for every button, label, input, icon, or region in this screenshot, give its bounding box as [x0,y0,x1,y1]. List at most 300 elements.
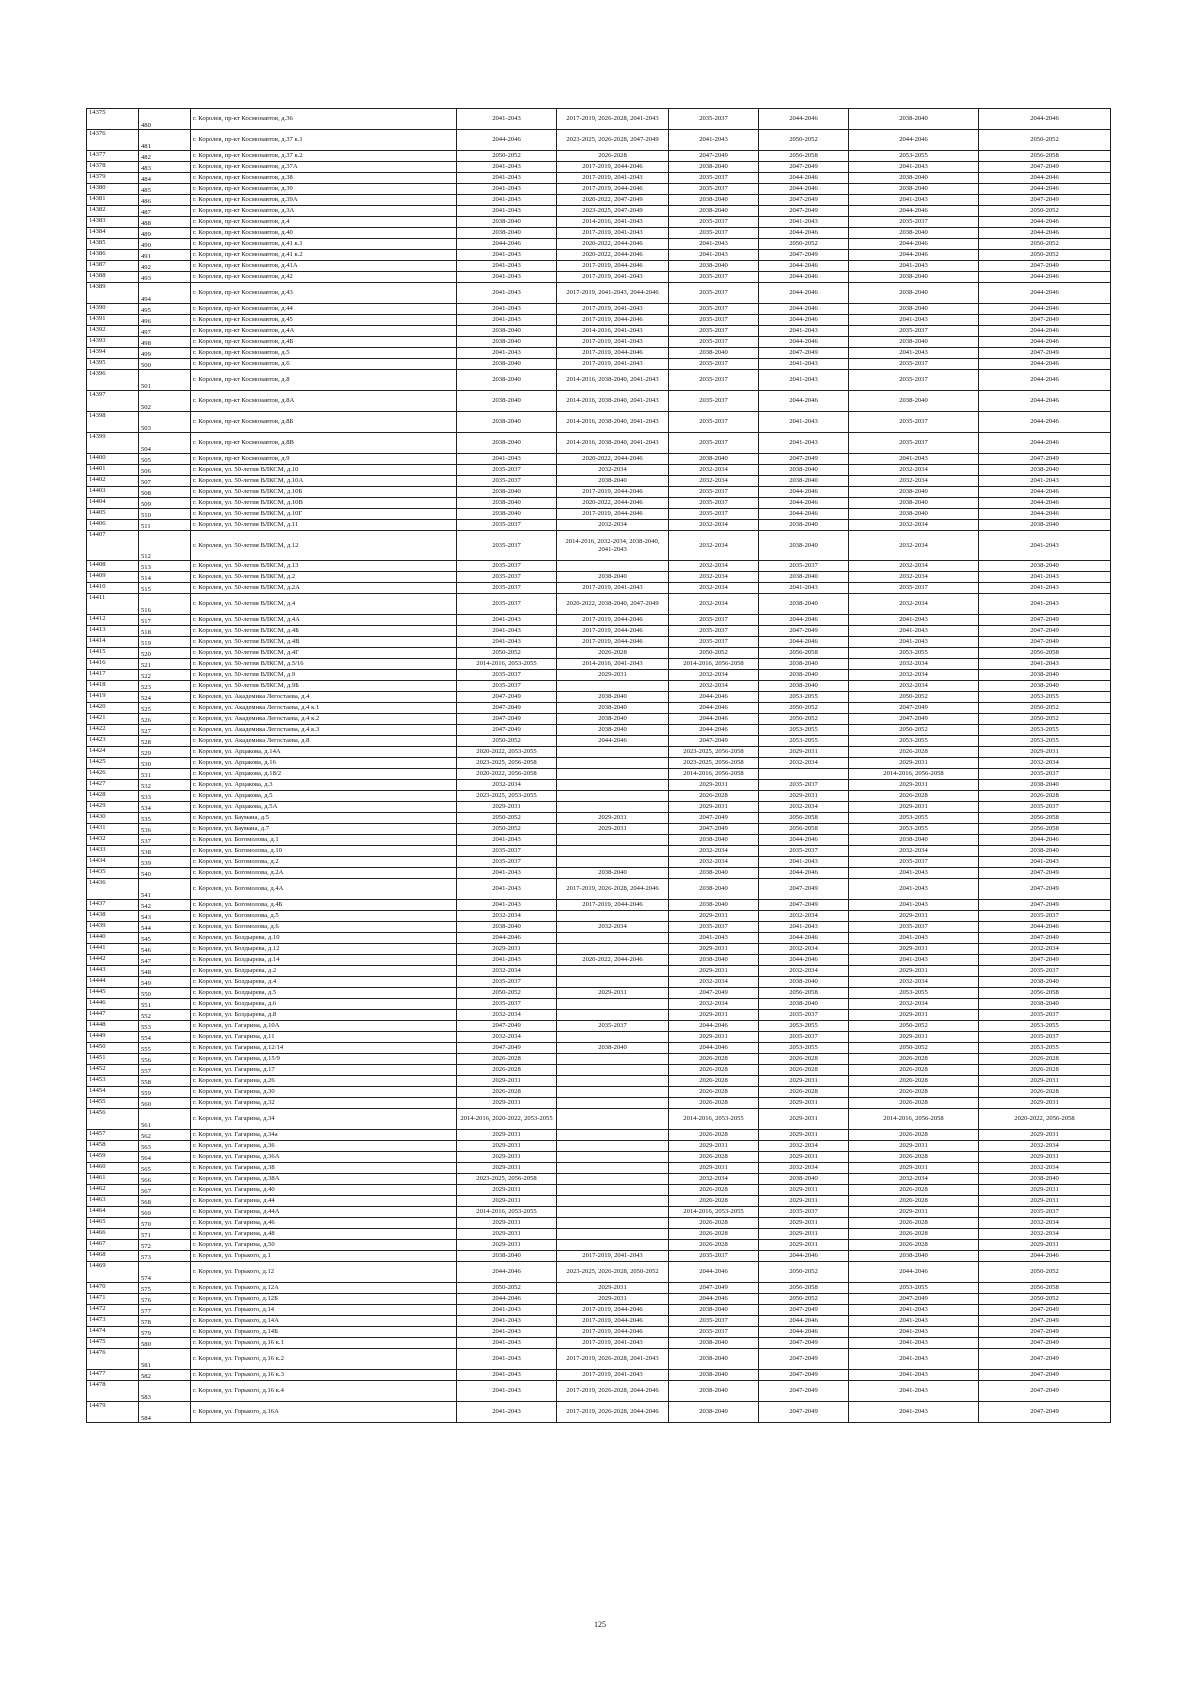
period-cell-2: 2020-2022, 2044-2046 [557,955,669,966]
period-cell-3: 2044-2046 [669,1021,759,1032]
table-row [87,1043,1111,1054]
item-number-cell: 490 [139,239,191,250]
period-cell-4: 2050-2052 [759,714,849,725]
row-number-cell: 14440 [87,933,139,944]
address-cell: г. Королев, ул. Арцакова, д.3 [191,780,457,791]
period-cell-4: 2029-2031 [759,1130,849,1141]
row-number-cell: 14473 [87,1316,139,1327]
period-cell-6: 2047-2049 [979,637,1111,648]
period-cell-6: 2044-2046 [979,433,1111,454]
period-cell-1: 2041-2043 [457,879,557,900]
period-cell-4: 2044-2046 [759,498,849,509]
period-cell-2: 2014-2016, 2032-2034, 2038-2040, 2041-2043 [557,531,669,561]
row-number-cell: 14404 [87,498,139,509]
row-number-cell: 14437 [87,900,139,911]
period-cell-1: 2041-2043 [457,1327,557,1338]
address-cell: г. Королев, пр-кт Космонавтов, д.37 к.1 [191,130,457,151]
item-number-cell: 564 [139,1152,191,1163]
period-cell-6: 2044-2046 [979,498,1111,509]
row-number-cell: 14429 [87,802,139,813]
item-number-cell: 565 [139,1163,191,1174]
period-cell-6: 2035-2037 [979,1010,1111,1021]
period-cell-4: 2032-2034 [759,802,849,813]
row-number-cell: 14433 [87,846,139,857]
table-row [87,572,1111,583]
period-cell-4: 2044-2046 [759,487,849,498]
address-cell: г. Королев, ул. Горького, д.12А [191,1283,457,1294]
period-cell-2 [557,966,669,977]
table-row [87,1010,1111,1021]
period-cell-4: 2029-2031 [759,1076,849,1087]
row-number-cell: 14438 [87,911,139,922]
row-number-cell: 14408 [87,561,139,572]
period-cell-5: 2035-2037 [849,922,979,933]
period-cell-1: 2050-2052 [457,824,557,835]
period-cell-1: 2026-2028 [457,1065,557,1076]
period-cell-5: 2041-2043 [849,348,979,359]
address-cell: г. Королев, ул. Академика Легостаева, д.4 к.3 [191,725,457,736]
row-number-cell: 14383 [87,217,139,228]
table-row [87,454,1111,465]
period-cell-1: 2035-2037 [457,520,557,531]
row-number-cell: 14391 [87,315,139,326]
item-number-cell: 561 [139,1109,191,1130]
period-cell-5: 2026-2028 [849,1098,979,1109]
row-number-cell: 14382 [87,206,139,217]
period-cell-2 [557,933,669,944]
period-cell-2: 2020-2022, 2038-2040, 2047-2049 [557,594,669,615]
item-number-cell: 523 [139,681,191,692]
period-cell-6: 2053-2055 [979,725,1111,736]
row-number-cell: 14416 [87,659,139,670]
period-cell-2: 2014-2016, 2038-2040, 2041-2043 [557,433,669,454]
period-cell-5: 2029-2031 [849,1141,979,1152]
page-number: 125 [594,1620,606,1629]
address-cell: г. Королев, ул. Горького, д.12Б [191,1294,457,1305]
period-cell-5: 2041-2043 [849,637,979,648]
period-cell-3: 2047-2049 [669,736,759,747]
table-row [87,1262,1111,1283]
row-number-cell: 14384 [87,228,139,239]
period-cell-4: 2056-2058 [759,1283,849,1294]
period-cell-2 [557,1141,669,1152]
period-cell-6: 2044-2046 [979,509,1111,520]
period-cell-4: 2026-2028 [759,1054,849,1065]
address-cell: г. Королев, ул. 50-летия ВЛКСМ, д.4 [191,594,457,615]
item-number-cell: 578 [139,1316,191,1327]
item-number-cell: 546 [139,944,191,955]
period-cell-1: 2044-2046 [457,1294,557,1305]
period-cell-5: 2029-2031 [849,1010,979,1021]
address-cell: г. Королев, пр-кт Космонавтов, д.6 [191,359,457,370]
period-cell-1: 2035-2037 [457,681,557,692]
period-cell-6: 2050-2052 [979,714,1111,725]
table-row [87,1240,1111,1251]
item-number-cell: 567 [139,1185,191,1196]
period-cell-2: 2038-2040 [557,476,669,487]
period-cell-3: 2032-2034 [669,476,759,487]
table-row [87,217,1111,228]
row-number-cell: 14451 [87,1054,139,1065]
period-cell-6: 2047-2049 [979,615,1111,626]
period-cell-4: 2053-2055 [759,736,849,747]
period-cell-3: 2041-2043 [669,239,759,250]
period-cell-2: 2038-2040 [557,868,669,879]
period-cell-3: 2014-2016, 2056-2058 [669,769,759,780]
period-cell-5: 2026-2028 [849,1229,979,1240]
row-number-cell: 14478 [87,1381,139,1402]
row-number-cell: 14453 [87,1076,139,1087]
period-cell-5: 2038-2040 [849,1251,979,1262]
row-number-cell: 14378 [87,162,139,173]
period-cell-4: 2053-2055 [759,1043,849,1054]
period-cell-4: 2056-2058 [759,824,849,835]
period-cell-6: 2050-2052 [979,239,1111,250]
period-cell-1: 2047-2049 [457,725,557,736]
row-number-cell: 14415 [87,648,139,659]
period-cell-1: 2035-2037 [457,594,557,615]
period-cell-1: 2035-2037 [457,857,557,868]
table-row [87,1327,1111,1338]
table-row [87,747,1111,758]
period-cell-1: 2041-2043 [457,348,557,359]
period-cell-2 [557,561,669,572]
period-cell-1: 2029-2031 [457,1141,557,1152]
period-cell-6: 2047-2049 [979,1316,1111,1327]
item-number-cell: 532 [139,780,191,791]
address-cell: г. Королев, пр-кт Космонавтов, д.39 [191,184,457,195]
row-number-cell: 14424 [87,747,139,758]
period-cell-6: 2047-2049 [979,261,1111,272]
address-cell: г. Королев, ул. 50-летия ВЛКСМ, д.9Б [191,681,457,692]
period-cell-1: 2038-2040 [457,509,557,520]
period-cell-3: 2044-2046 [669,1294,759,1305]
period-cell-6: 2029-2031 [979,1098,1111,1109]
item-number-cell: 557 [139,1065,191,1076]
period-cell-5: 2038-2040 [849,272,979,283]
row-number-cell: 14470 [87,1283,139,1294]
period-cell-6: 2053-2055 [979,1043,1111,1054]
period-cell-2 [557,780,669,791]
period-cell-2 [557,1087,669,1098]
table-row [87,824,1111,835]
period-cell-3: 2038-2040 [669,1305,759,1316]
item-number-cell: 558 [139,1076,191,1087]
row-number-cell: 14476 [87,1349,139,1370]
address-cell: г. Королев, ул. Гагарина, д.36А [191,1152,457,1163]
period-cell-4: 2038-2040 [759,659,849,670]
period-cell-3: 2044-2046 [669,725,759,736]
period-cell-3: 2035-2037 [669,359,759,370]
period-cell-3: 2044-2046 [669,1043,759,1054]
item-number-cell: 576 [139,1294,191,1305]
period-cell-3: 2038-2040 [669,1349,759,1370]
period-cell-3: 2029-2031 [669,1163,759,1174]
period-cell-3: 2029-2031 [669,1141,759,1152]
address-cell: г. Королев, ул. 50-летия ВЛКСМ, д.4В [191,637,457,648]
period-cell-1: 2041-2043 [457,250,557,261]
period-cell-6: 2050-2052 [979,703,1111,714]
row-number-cell: 14411 [87,594,139,615]
period-cell-5: 2035-2037 [849,412,979,433]
period-cell-2: 2038-2040 [557,692,669,703]
address-cell: г. Королев, ул. Гагарина, д.38А [191,1174,457,1185]
period-cell-2: 2017-2019, 2044-2046 [557,509,669,520]
row-number-cell: 14449 [87,1032,139,1043]
item-number-cell: 503 [139,412,191,433]
table-row [87,1207,1111,1218]
period-cell-6: 2035-2037 [979,1207,1111,1218]
item-number-cell: 480 [139,109,191,130]
table-row [87,1141,1111,1152]
table-row [87,692,1111,703]
period-cell-6: 2047-2049 [979,626,1111,637]
period-cell-1: 2041-2043 [457,955,557,966]
period-cell-1: 2041-2043 [457,835,557,846]
period-cell-1: 2041-2043 [457,195,557,206]
period-cell-2: 2017-2019, 2044-2046 [557,626,669,637]
item-number-cell: 581 [139,1349,191,1370]
period-cell-3: 2035-2037 [669,184,759,195]
row-number-cell: 14385 [87,239,139,250]
period-cell-2: 2038-2040 [557,714,669,725]
period-cell-1: 2029-2031 [457,1218,557,1229]
period-cell-4: 2050-2052 [759,239,849,250]
period-cell-2 [557,1054,669,1065]
item-number-cell: 569 [139,1207,191,1218]
period-cell-6: 2050-2052 [979,130,1111,151]
address-cell: г. Королев, пр-кт Космонавтов, д.5 [191,348,457,359]
period-cell-3: 2035-2037 [669,615,759,626]
row-number-cell: 14445 [87,988,139,999]
table-row [87,999,1111,1010]
period-cell-3: 2047-2049 [669,813,759,824]
period-cell-3: 2047-2049 [669,824,759,835]
row-number-cell: 14461 [87,1174,139,1185]
address-cell: г. Королев, ул. Богомолова, д.2А [191,868,457,879]
period-cell-3: 2035-2037 [669,433,759,454]
period-cell-2: 2017-2019, 2026-2028, 2044-2046 [557,879,669,900]
period-cell-2: 2017-2019, 2041-2043 [557,583,669,594]
period-cell-4: 2047-2049 [759,348,849,359]
table-row [87,520,1111,531]
period-cell-2: 2029-2031 [557,1294,669,1305]
period-cell-6: 2038-2040 [979,520,1111,531]
item-number-cell: 528 [139,736,191,747]
period-cell-6: 2047-2049 [979,162,1111,173]
period-cell-6: 2038-2040 [979,465,1111,476]
period-cell-5: 2035-2037 [849,583,979,594]
address-cell: г. Королев, пр-кт Космонавтов, д.36 [191,109,457,130]
period-cell-1: 2029-2031 [457,944,557,955]
period-cell-3: 2029-2031 [669,802,759,813]
period-cell-6: 2038-2040 [979,670,1111,681]
table-row [87,561,1111,572]
period-cell-3: 2038-2040 [669,348,759,359]
address-cell: г. Королев, ул. 50-летия ВЛКСМ, д.10В [191,498,457,509]
address-cell: г. Королев, ул. Гагарина, д.38 [191,1163,457,1174]
table-row [87,583,1111,594]
period-cell-6: 2026-2028 [979,1065,1111,1076]
address-cell: г. Королев, ул. Горького, д.12 [191,1262,457,1283]
row-number-cell: 14390 [87,304,139,315]
period-cell-1: 2038-2040 [457,498,557,509]
period-cell-1: 2038-2040 [457,433,557,454]
table-row [87,714,1111,725]
period-cell-5: 2041-2043 [849,933,979,944]
item-number-cell: 560 [139,1098,191,1109]
period-cell-3: 2032-2034 [669,670,759,681]
period-cell-3: 2026-2028 [669,1185,759,1196]
period-cell-3: 2038-2040 [669,1381,759,1402]
table-row [87,966,1111,977]
period-cell-4: 2056-2058 [759,648,849,659]
period-cell-5: 2026-2028 [849,747,979,758]
row-number-cell: 14459 [87,1152,139,1163]
period-cell-6: 2044-2046 [979,337,1111,348]
row-number-cell: 14464 [87,1207,139,1218]
address-cell: г. Королев, ул. Гагарина, д.50 [191,1240,457,1251]
period-cell-2 [557,758,669,769]
period-cell-1: 2047-2049 [457,703,557,714]
row-number-cell: 14409 [87,572,139,583]
period-cell-5: 2032-2034 [849,594,979,615]
period-cell-2: 2017-2019, 2026-2028, 2041-2043 [557,1349,669,1370]
period-cell-1: 2038-2040 [457,1251,557,1262]
period-cell-6: 2029-2031 [979,1196,1111,1207]
period-cell-1: 2044-2046 [457,933,557,944]
row-number-cell: 14399 [87,433,139,454]
period-cell-6: 2050-2052 [979,250,1111,261]
period-cell-2: 2020-2022, 2047-2049 [557,195,669,206]
period-cell-5: 2038-2040 [849,184,979,195]
item-number-cell: 501 [139,370,191,391]
period-cell-2 [557,944,669,955]
period-cell-2: 2020-2022, 2044-2046 [557,239,669,250]
period-cell-4: 2038-2040 [759,465,849,476]
period-cell-1: 2038-2040 [457,487,557,498]
period-cell-4: 2056-2058 [759,813,849,824]
period-cell-3: 2035-2037 [669,337,759,348]
period-cell-6: 2029-2031 [979,1152,1111,1163]
period-cell-4: 2029-2031 [759,1196,849,1207]
item-number-cell: 566 [139,1174,191,1185]
period-cell-4: 2038-2040 [759,999,849,1010]
table-row [87,195,1111,206]
row-number-cell: 14446 [87,999,139,1010]
period-cell-5: 2038-2040 [849,109,979,130]
row-number-cell: 14405 [87,509,139,520]
address-cell: г. Королев, ул. 50-летия ВЛКСМ, д.4Б [191,626,457,637]
item-number-cell: 508 [139,487,191,498]
period-cell-1: 2044-2046 [457,239,557,250]
row-number-cell: 14455 [87,1098,139,1109]
item-number-cell: 521 [139,659,191,670]
period-cell-4: 2053-2055 [759,725,849,736]
period-cell-3: 2032-2034 [669,531,759,561]
period-cell-3: 2029-2031 [669,944,759,955]
period-cell-3: 2032-2034 [669,999,759,1010]
period-cell-5: 2044-2046 [849,1262,979,1283]
table-row [87,1283,1111,1294]
period-cell-1: 2035-2037 [457,561,557,572]
period-cell-5: 2026-2028 [849,1076,979,1087]
period-cell-2 [557,1130,669,1141]
period-cell-2: 2014-2016, 2041-2043 [557,326,669,337]
address-cell: г. Королев, ул. Академика Легостаева, д.4 к.2 [191,714,457,725]
period-cell-1: 2050-2052 [457,988,557,999]
period-cell-6: 2032-2034 [979,1218,1111,1229]
table-row [87,1251,1111,1262]
period-cell-6: 2032-2034 [979,1163,1111,1174]
period-cell-2 [557,1163,669,1174]
period-cell-3: 2023-2025, 2056-2058 [669,747,759,758]
period-cell-6: 2056-2058 [979,813,1111,824]
period-cell-5: 2032-2034 [849,670,979,681]
period-cell-2: 2038-2040 [557,1043,669,1054]
item-number-cell: 538 [139,846,191,857]
table-row [87,1109,1111,1130]
item-number-cell: 547 [139,955,191,966]
period-cell-5: 2035-2037 [849,326,979,337]
item-number-cell: 583 [139,1381,191,1402]
period-cell-6: 2029-2031 [979,1130,1111,1141]
period-cell-2: 2020-2022, 2044-2046 [557,498,669,509]
period-cell-2: 2023-2025, 2026-2028, 2047-2049 [557,130,669,151]
table-row [87,1349,1111,1370]
item-number-cell: 545 [139,933,191,944]
address-cell: г. Королев, ул. Гагарина, д.12/14 [191,1043,457,1054]
row-number-cell: 14375 [87,109,139,130]
address-cell: г. Королев, ул. Гагарина, д.30 [191,1087,457,1098]
row-number-cell: 14460 [87,1163,139,1174]
item-number-cell: 491 [139,250,191,261]
period-cell-4: 2029-2031 [759,1109,849,1130]
period-cell-1: 2038-2040 [457,391,557,412]
period-cell-5: 2047-2049 [849,703,979,714]
period-cell-1: 2041-2043 [457,1349,557,1370]
row-number-cell: 14474 [87,1327,139,1338]
period-cell-3: 2035-2037 [669,626,759,637]
period-cell-2 [557,1098,669,1109]
period-cell-3: 2038-2040 [669,900,759,911]
period-cell-2: 2029-2031 [557,1283,669,1294]
table-row [87,509,1111,520]
period-cell-4: 2038-2040 [759,977,849,988]
period-cell-4: 2047-2049 [759,206,849,217]
period-cell-6: 2047-2049 [979,315,1111,326]
item-number-cell: 540 [139,868,191,879]
item-number-cell: 520 [139,648,191,659]
period-cell-2: 2029-2031 [557,670,669,681]
period-cell-4: 2029-2031 [759,747,849,758]
period-cell-6: 2044-2046 [979,370,1111,391]
period-cell-5: 2053-2055 [849,151,979,162]
period-cell-4: 2044-2046 [759,1327,849,1338]
item-number-cell: 524 [139,692,191,703]
period-cell-5: 2041-2043 [849,1338,979,1349]
period-cell-4: 2044-2046 [759,835,849,846]
table-row [87,615,1111,626]
period-cell-5: 2029-2031 [849,802,979,813]
item-number-cell: 531 [139,769,191,780]
period-cell-4: 2026-2028 [759,1087,849,1098]
period-cell-1: 2038-2040 [457,412,557,433]
item-number-cell: 492 [139,261,191,272]
period-cell-4: 2044-2046 [759,228,849,239]
table-row [87,498,1111,509]
period-cell-5: 2026-2028 [849,1218,979,1229]
